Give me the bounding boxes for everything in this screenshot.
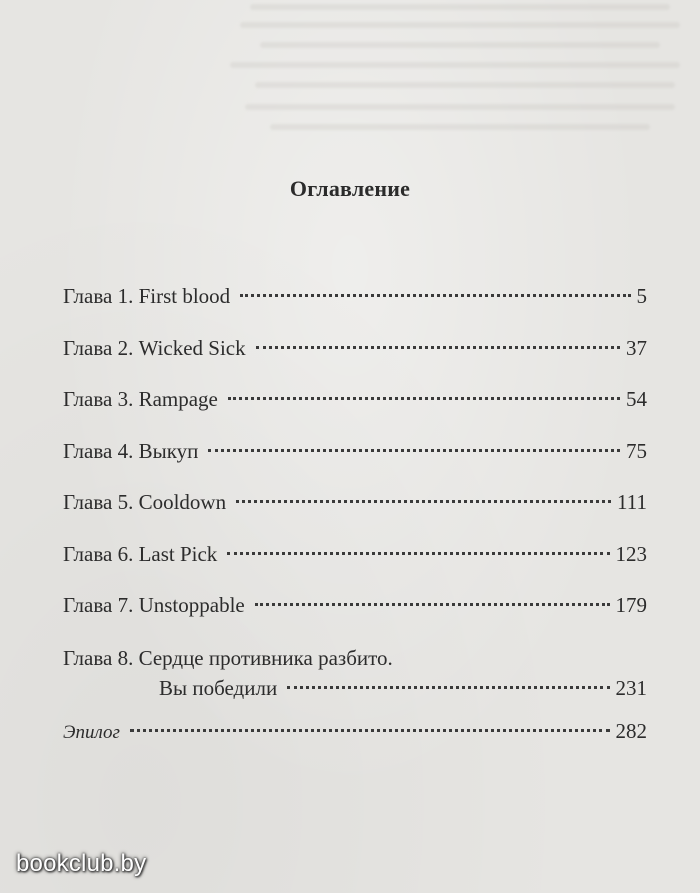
toc-entry-page: 231	[615, 675, 647, 700]
toc-entry-chapter-1[interactable]	[63, 282, 647, 334]
toc-entry-chapter-6[interactable]	[63, 540, 647, 592]
toc-entry-label: Глава 6. Last Pick	[63, 541, 218, 566]
toc-entry-label: Глава 7. Unstoppable	[63, 593, 245, 617]
toc-entry-chapter-3[interactable]	[63, 385, 647, 437]
toc-entry-chapter-4[interactable]	[63, 437, 647, 489]
toc-entry-epilogue[interactable]	[63, 717, 647, 769]
toc-entry-label: Глава 8. Сердце противника разбито.	[63, 645, 393, 670]
leader-dots	[236, 500, 611, 503]
toc-entry-page: 75	[626, 438, 647, 463]
toc-entry-label-continued: Вы победили	[159, 675, 278, 700]
leader-dots	[227, 552, 609, 555]
toc-entry-page: 282	[615, 718, 647, 743]
toc-entry-label: Глава 4. Выкуп	[63, 438, 199, 463]
toc-entry-page: 37	[626, 335, 647, 360]
site-watermark: bookclub.by	[16, 850, 147, 877]
toc-entry-label: Глава 2. Wicked Sick	[63, 335, 246, 360]
toc-entry-chapter-5[interactable]	[63, 488, 647, 540]
leader-dots	[287, 686, 609, 689]
page-title: Оглавление	[289, 176, 411, 201]
leader-dots	[256, 346, 620, 349]
table-of-contents	[63, 282, 647, 768]
leader-dots	[208, 449, 620, 452]
toc-entry-continuation	[63, 673, 647, 703]
toc-entry-page: 111	[617, 490, 647, 514]
toc-entry-chapter-8[interactable]	[63, 643, 647, 703]
leader-dots	[130, 729, 610, 732]
bleed-through-text	[0, 0, 700, 160]
toc-entry-page: 179	[615, 593, 647, 617]
toc-entry-page: 54	[626, 387, 647, 411]
toc-entry-label: Глава 5. Cooldown	[63, 490, 227, 514]
toc-entry-label: Глава 3. Rampage	[63, 387, 218, 411]
toc-entry-page: 5	[636, 284, 647, 308]
toc-entry-chapter-2[interactable]	[63, 334, 647, 386]
toc-entry-chapter-7[interactable]	[63, 591, 647, 643]
toc-entry-label: Эпилог	[63, 721, 120, 743]
leader-dots	[255, 603, 610, 606]
leader-dots	[240, 294, 630, 297]
toc-entry-label: Глава 1. First blood	[63, 284, 231, 308]
toc-entry-page: 123	[615, 541, 647, 566]
leader-dots	[228, 397, 620, 400]
